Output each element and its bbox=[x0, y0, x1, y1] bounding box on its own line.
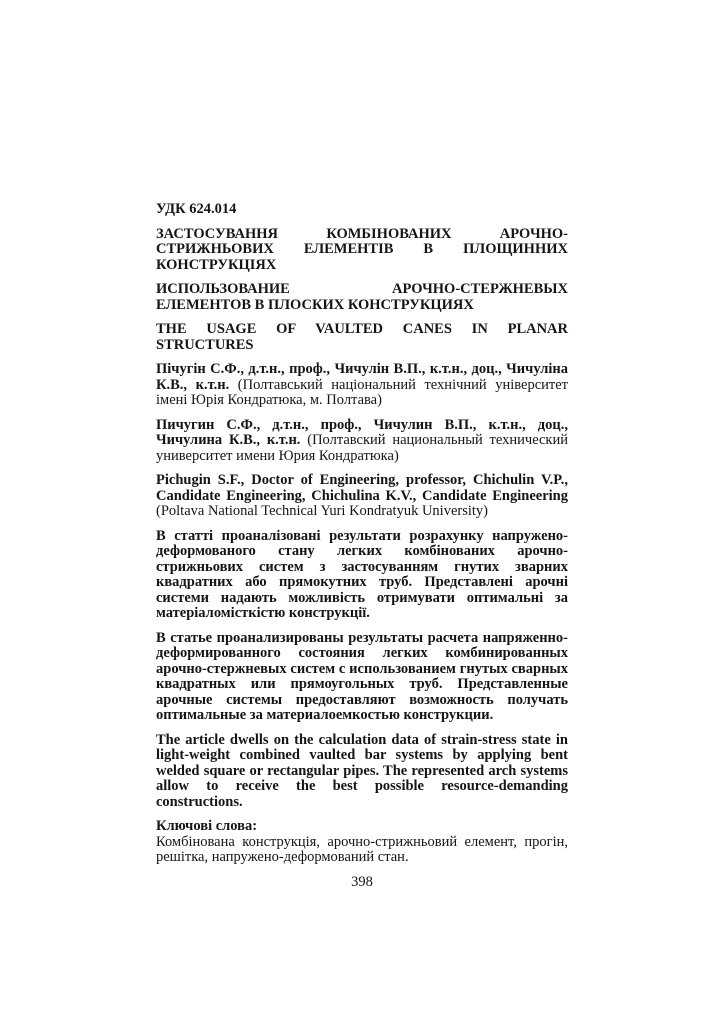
abstract-russian: В статье проанализированы результаты расчета напряженно-деформированного состояния легких комбинированных арочно-стержневых систем с использованием гнутых сварных квадратных или прямоугольных труб. Представленные арочные системы предоставляют возможность получать оптимальные за материалоемкостью конструкции. bbox=[156, 629, 568, 723]
authors-ukrainian-affiliation: (Полтавський національний технічний університет імені Юрія Кондратюка, м. Полтава) bbox=[156, 376, 568, 408]
keywords-label: Ключові слова: bbox=[156, 818, 258, 834]
authors-ukrainian bbox=[156, 362, 568, 409]
abstract-ukrainian: В статті проаналізовані результати розрахунку напружено-деформованого стану легких комбінованих арочно-стрижньових систем з застосуванням гнутих зварних квадратних або прямокутних труб. Представлені арочні системи надають можливість отримувати оптимальні за матеріаломісткістю конструкції. bbox=[156, 527, 568, 621]
keywords-block bbox=[156, 819, 568, 866]
udc-code: УДК 624.014 bbox=[156, 201, 237, 217]
paper-content-column bbox=[156, 202, 568, 890]
page-number: 398 bbox=[351, 873, 373, 890]
authors-russian-affiliation: (Полтавский национальный технический университет имени Юрия Кондратюка) bbox=[156, 432, 568, 464]
authors-russian bbox=[156, 418, 568, 465]
title-russian: ИСПОЛЬЗОВАНИЕ АРОЧНО-СТЕРЖНЕВЫХ ЕЛЕМЕНТОВ В ПЛОСКИХ КОНСТРУКЦИЯХ bbox=[156, 281, 568, 313]
authors-russian-names: Пичугин С.Ф., д.т.н., проф., Чичулин В.П., к.т.н., доц., Чичулина К.В., к.т.н. bbox=[156, 416, 568, 448]
title-ukrainian: ЗАСТОСУВАННЯ КОМБІНОВАНИХ АРОЧНО-СТРИЖНЬОВИХ ЕЛЕМЕНТІВ В ПЛОЩИННИХ КОНСТРУКЦІЯХ bbox=[156, 225, 568, 273]
authors-ukrainian-names: Пічугін С.Ф., д.т.н., проф., Чичулін В.П., к.т.н., доц., Чичуліна К.В., к.т.н. bbox=[156, 361, 568, 393]
authors-english-affiliation: (Poltava National Technical Yuri Kondratyuk University) bbox=[156, 503, 488, 519]
abstract-english: The article dwells on the calculation data of strain-stress state in light-weight combined vaulted bar systems by applying bent welded square or rectangular pipes. The represented arch systems allow to receive the best possible resource-demanding constructions. bbox=[156, 731, 568, 810]
authors-english bbox=[156, 473, 568, 520]
title-english: THE USAGE OF VAULTED CANES IN PLANAR STRUCTURES bbox=[156, 321, 568, 353]
authors-english-names: Pichugin S.F., Doctor of Engineering, professor, Chichulin V.P., Candidate Engineering, Chichulina K.V., Candidate Engineering bbox=[156, 472, 568, 504]
keywords-text: Комбінована конструкція, арочно-стрижньовий елемент, прогін, решітка, напружено-деформований стан. bbox=[156, 833, 568, 865]
